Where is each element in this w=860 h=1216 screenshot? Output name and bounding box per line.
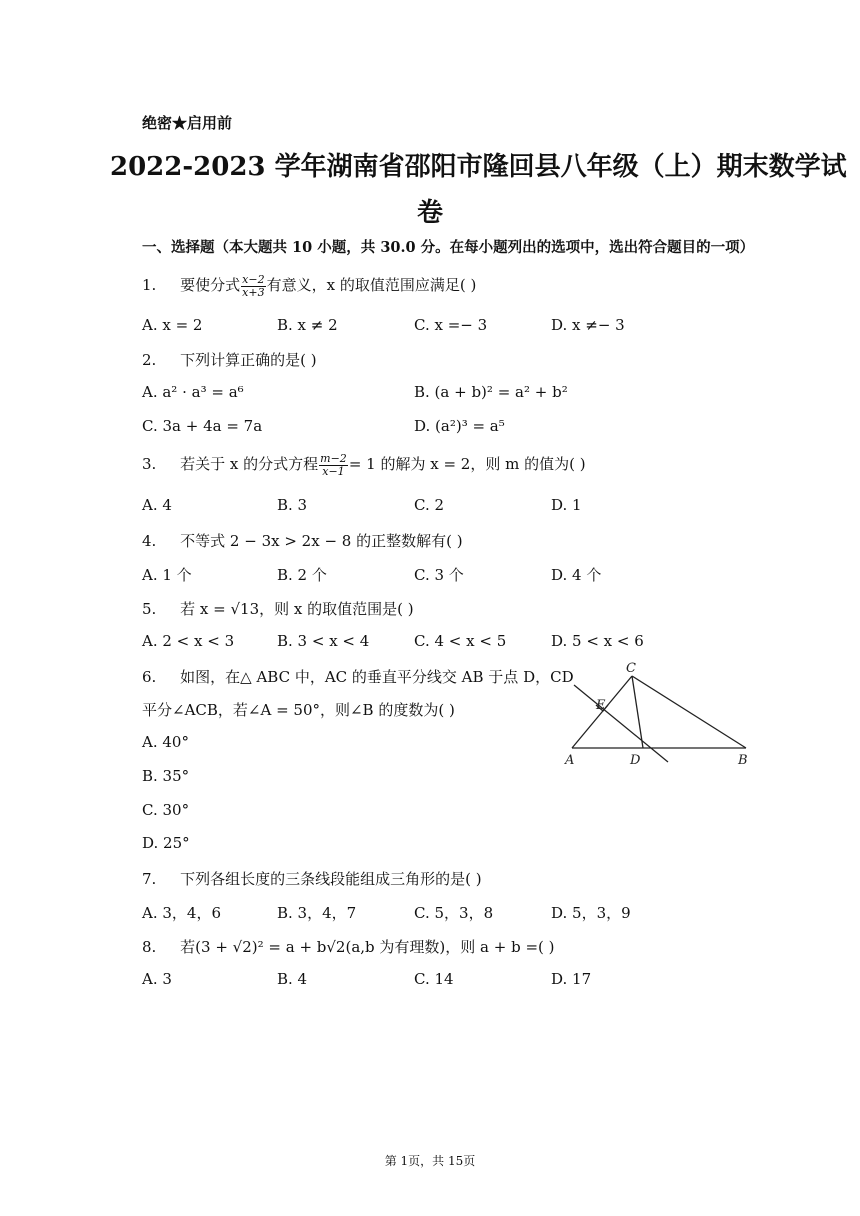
question-number: 3. — [142, 455, 157, 474]
question-number: 7. — [142, 870, 157, 888]
option-a: A. 2 < x < 3 — [142, 632, 235, 650]
option-b: B. 3 — [277, 496, 308, 514]
option-a: A. 40° — [142, 733, 189, 751]
page-title-line2: 卷 — [416, 198, 443, 228]
label-b: B — [738, 753, 748, 768]
option-b: B. x ≠ 2 — [277, 316, 338, 334]
option-d: D. x ≠− 3 — [551, 316, 625, 334]
question-1 — [142, 274, 476, 298]
option-d: D. 1 — [551, 496, 582, 514]
fraction — [241, 274, 265, 298]
question-7 — [142, 868, 482, 889]
label-d: D — [630, 753, 641, 768]
perpendicular-bisector-line — [574, 685, 668, 762]
option-c: C. 4 < x < 5 — [414, 632, 507, 650]
fraction-numerator: m−2 — [320, 452, 347, 465]
question-number: 4. — [142, 532, 157, 550]
question-text: 下列计算正确的是( ) — [180, 351, 317, 369]
question-5 — [142, 598, 414, 619]
label-e: E — [596, 698, 606, 713]
label-c: C — [626, 661, 636, 676]
question-text-tail: 有意义，x 的取值范围应满足( ) — [266, 276, 477, 295]
question-text: 如图，在△ ABC 中，AC 的垂直平分线交 AB 于点 D，CD — [180, 668, 574, 686]
option-c: C. 2 — [414, 496, 445, 514]
question-number: 1. — [142, 276, 157, 295]
page-footer: 第 1页，共 15页 — [384, 1154, 476, 1168]
question-text: 若(3 + √2)² = a + b√2(a,b 为有理数)，则 a + b =( ) — [180, 938, 555, 956]
option-d: D. 4 个 — [551, 566, 602, 584]
question-number: 6. — [142, 668, 157, 686]
option-c: C. 5，3，8 — [414, 904, 494, 922]
option-a: A. a² · a³ = a⁶ — [142, 383, 244, 401]
option-a: A. x = 2 — [142, 316, 203, 334]
option-b: B. 3，4，7 — [277, 904, 357, 922]
option-b: B. 35° — [142, 767, 190, 785]
question-2 — [142, 349, 317, 370]
question-6-line2: 平分∠ACB，若∠A = 50°，则∠B 的度数为( ) — [142, 701, 455, 719]
question-text: 要使分式 — [180, 276, 241, 295]
fraction-denominator: x+3 — [242, 285, 265, 299]
option-d: D. 25° — [142, 834, 190, 852]
option-c: C. x =− 3 — [414, 316, 488, 334]
option-b: B. 2 个 — [277, 566, 327, 584]
option-b: B. (a + b)² = a² + b² — [414, 383, 568, 401]
question-number: 5. — [142, 600, 157, 618]
option-c: C. 30° — [142, 801, 190, 819]
page-title: 2022-2023 学年湖南省邵阳市隆回县八年级（上）期末数学试 — [110, 152, 847, 182]
question-text-tail: = 1 的解为 x = 2，则 m 的值为( ) — [348, 455, 586, 474]
label-a: A — [565, 753, 575, 768]
question-text: 不等式 2 − 3x > 2x − 8 的正整数解有( ) — [180, 532, 463, 550]
option-d: D. 5 < x < 6 — [551, 632, 644, 650]
fraction — [319, 453, 348, 477]
confidential-mark: 绝密★启用前 — [142, 114, 233, 132]
option-a: A. 3 — [142, 970, 172, 988]
option-b: B. 3 < x < 4 — [277, 632, 370, 650]
question-text: 下列各组长度的三条线段能组成三角形的是( ) — [180, 870, 482, 888]
question-8 — [142, 936, 555, 957]
option-d: D. (a²)³ = a⁵ — [414, 417, 505, 435]
option-b: B. 4 — [277, 970, 308, 988]
question-3 — [142, 453, 586, 477]
option-c: C. 3a + 4a = 7a — [142, 417, 263, 435]
question-text: 若 x = √13，则 x 的取值范围是( ) — [180, 600, 414, 618]
option-c: C. 3 个 — [414, 566, 464, 584]
fraction-denominator: x−1 — [322, 464, 345, 478]
section-heading: 一、选择题（本大题共 10 小题，共 30.0 分。在每小题列出的选项中，选出符合题目的一项） — [142, 239, 755, 256]
option-c: C. 14 — [414, 970, 454, 988]
option-d: D. 17 — [551, 970, 592, 988]
option-a: A. 1 个 — [142, 566, 192, 584]
question-number: 2. — [142, 351, 157, 369]
option-a: A. 3，4，6 — [142, 904, 221, 922]
fraction-numerator: x−2 — [242, 273, 265, 286]
option-a: A. 4 — [142, 496, 172, 514]
option-d: D. 5，3，9 — [551, 904, 631, 922]
side-cb — [632, 676, 746, 748]
question-number: 8. — [142, 938, 157, 956]
question-text: 若关于 x 的分式方程 — [180, 455, 319, 474]
triangle-figure — [560, 660, 760, 775]
question-4 — [142, 530, 463, 551]
question-6 — [142, 666, 574, 687]
